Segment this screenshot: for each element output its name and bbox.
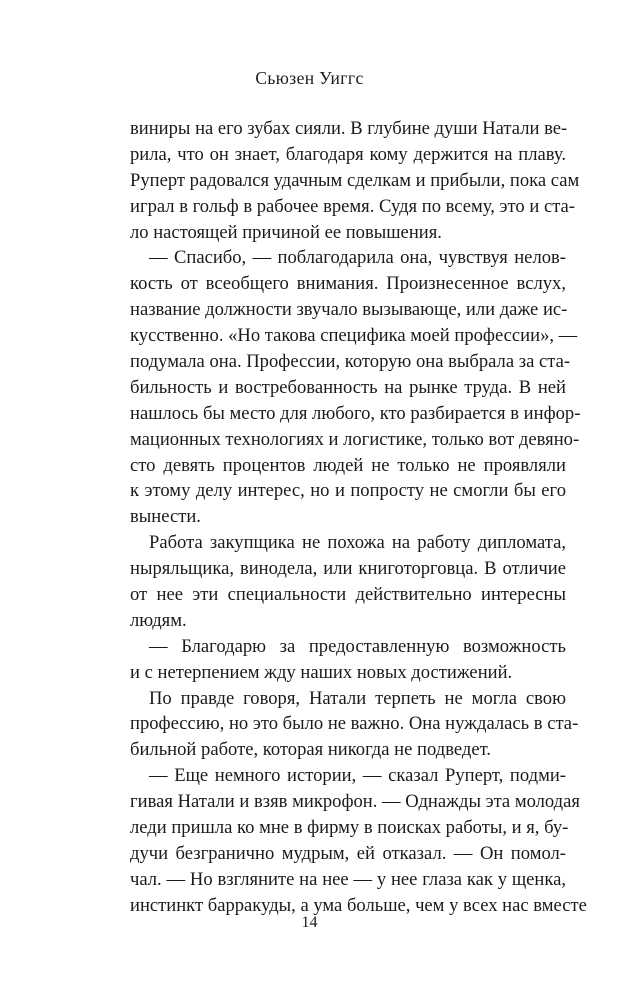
text-line: — Благодарю за предоставленную возможность	[149, 635, 566, 657]
text-line: бильность и востребованность на рынке труда. В ней	[130, 376, 566, 398]
text-line: По правде говоря, Натали терпеть не могла свою	[149, 687, 566, 709]
text-line: рила, что он знает, благодаря кому держится на плаву.	[130, 143, 566, 165]
text-line: вынести.	[130, 506, 201, 528]
text-line: людям.	[130, 609, 187, 631]
text-line: леди пришла ко мне в фирму в поисках работы, и я, бу-	[130, 817, 569, 839]
text-line: название должности звучало вызывающе, или даже ис-	[130, 299, 568, 321]
text-line: кусственно. «Но такова специфика моей профессии», —	[130, 325, 578, 347]
text-line: и с нетерпением жду наших новых достижений.	[130, 661, 513, 683]
text-line: нашлось бы место для любого, кто разбирается в инфор-	[130, 402, 581, 424]
text-line: сто девять процентов людей не только не проявляли	[130, 454, 566, 476]
text-line: Работа закупщика не похожа на работу дипломата,	[149, 532, 566, 554]
text-line: гивая Натали и взяв микрофон. — Однажды эта молодая	[130, 791, 580, 813]
text-line: кость от всеобщего внимания. Произнесенное вслух,	[130, 273, 566, 295]
text-line: ныряльщика, винодела, или книготорговца. В отличие	[130, 558, 566, 580]
text-line: виниры на его зубах сияли. В глубине души Натали ве-	[130, 118, 568, 139]
text-line: дучи безгранично мудрым, ей отказал. — Он помол-	[130, 842, 566, 864]
text-line: профессию, но это было не важно. Она нуждалась в ста-	[130, 713, 579, 735]
text-line: подумала она. Профессии, которую она выбрала за ста-	[130, 351, 571, 373]
text-line: чал. — Но взгляните на нее — у нее глаза как у щенка,	[130, 868, 566, 890]
text-line: — Спасибо, — поблагодарила она, чувствуя нелов-	[149, 247, 566, 269]
body-text	[130, 116, 587, 919]
page-number: 14	[301, 914, 318, 931]
text-line: Руперт радовался удачным сделкам и прибыли, пока сам	[130, 169, 580, 191]
text-line: бильной работе, которая никогда не подведет.	[130, 739, 491, 761]
text-line: ло настоящей причиной ее повышения.	[130, 221, 442, 243]
text-line: — Еще немного истории, — сказал Руперт, подми-	[149, 765, 566, 787]
running-head: Сьюзен Уиггс	[255, 68, 364, 88]
text-line: от нее эти специальности действительно интересны	[130, 584, 566, 606]
text-line: мационных технологиях и логистике, только вот девяно-	[130, 428, 580, 450]
text-line: инстинкт барракуды, а ума больше, чем у всех нас вместе	[130, 894, 587, 916]
text-line: к этому делу интерес, но и попросту не смогли бы его	[130, 480, 566, 502]
text-line: играл в гольф в рабочее время. Судя по всему, это и ста-	[130, 195, 575, 217]
